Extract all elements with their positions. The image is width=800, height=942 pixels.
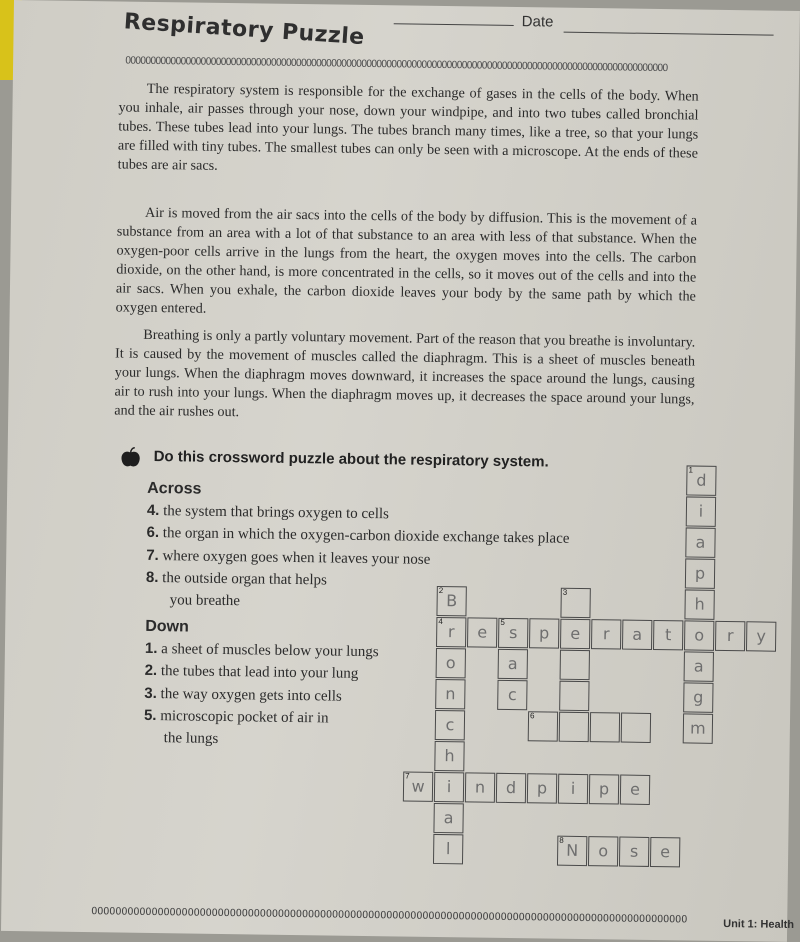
handwritten-letter: r (602, 624, 610, 644)
handwritten-letter: B (446, 591, 458, 611)
handwritten-letter: a (443, 808, 454, 828)
worksheet-page (1, 0, 800, 942)
crossword-cell[interactable] (436, 617, 466, 647)
date-label: Date (521, 13, 554, 31)
crossword-cell[interactable] (433, 803, 463, 833)
handwritten-letter: N (566, 840, 579, 860)
handwritten-letter: i (698, 501, 704, 521)
crossword-cell[interactable] (653, 620, 683, 650)
crossword-cell[interactable] (620, 775, 650, 805)
handwritten-letter: d (696, 470, 707, 490)
handwritten-letter: d (505, 777, 517, 798)
crossword-cell[interactable] (590, 712, 620, 742)
clue-number: 1 (688, 465, 694, 475)
crossword-cell[interactable] (622, 620, 652, 650)
clue-number: 2 (438, 585, 444, 596)
page-title: Respiratory Puzzle (123, 9, 366, 51)
puzzle-instruction: Do this crossword puzzle about the respiratory system. (153, 447, 549, 471)
crossword-cell[interactable] (434, 772, 464, 802)
crossword-cell[interactable] (498, 649, 528, 679)
crossword-cell[interactable] (403, 772, 433, 802)
clue-number: 6 (529, 711, 535, 721)
crossword-cell[interactable] (685, 527, 715, 557)
clue-number: 5 (500, 617, 505, 627)
name-line (394, 23, 514, 26)
crossword-cell[interactable] (529, 618, 559, 648)
handwritten-letter: p (694, 563, 706, 583)
handwritten-letter: y (756, 626, 767, 646)
crossword-cell[interactable] (558, 774, 588, 804)
decorative-chain-border: OOOOOOOOOOOOOOOOOOOOOOOOOOOOOOOOOOOOOOOOOOOOOOOOOOOOOOOOOOOOOOOOOOOOOOOOOOOOOOOOOOOOOOOOOOOOOOOOOOOOOOOOOOOO (125, 55, 668, 75)
crossword-cell[interactable] (589, 774, 619, 804)
decorative-chain-border-bottom: OOOOOOOOOOOOOOOOOOOOOOOOOOOOOOOOOOOOOOOOOOOOOOOOOOOOOOOOOOOOOOOOOOOOOOOOOOOOOOOOOOOOOOOOOOOOOOOOOOO (91, 906, 688, 926)
crossword-cell[interactable] (467, 617, 497, 647)
paragraph-3: Breathing is only a partly voluntary movement. Part of the reason that you breathe is involuntary. It is caused by the movement of muscles called the diaphragm. This is a sheet of muscles beneath your lungs. When the diaphragm moves downward, it increases the space around the lungs, causing air to rush into your lungs. When the diaphragm moves up, it decreases the space around your lungs, and the air rushes out. (114, 326, 696, 421)
crossword-cell[interactable] (434, 741, 464, 771)
clue-number: 8 (559, 835, 564, 845)
handwritten-letter: a (695, 532, 706, 552)
crossword-cell[interactable] (746, 621, 776, 651)
crossword-cell[interactable] (559, 712, 589, 742)
crossword-cell[interactable] (560, 619, 590, 649)
apple-icon (119, 447, 141, 469)
handwritten-letter: s (629, 841, 639, 861)
crossword-cell[interactable] (686, 496, 716, 526)
down-heading: Down (145, 617, 189, 636)
handwritten-letter: r (726, 626, 734, 646)
down-clues (144, 616, 380, 752)
crossword-cell[interactable] (686, 465, 716, 495)
crossword-cell[interactable] (559, 681, 589, 711)
crossword-cell[interactable] (436, 648, 466, 678)
crossword-cell[interactable] (496, 773, 526, 803)
crossword-cell[interactable] (621, 713, 651, 743)
handwritten-letter: p (536, 778, 548, 798)
handwritten-letter: i (446, 777, 452, 797)
handwritten-letter: t (664, 625, 672, 645)
handwritten-letter: c (507, 684, 517, 705)
across-clues (145, 478, 570, 617)
crossword-cell[interactable] (683, 713, 713, 743)
across-clue: 7. where oxygen goes when it leaves your nose (146, 546, 431, 568)
handwritten-letter: n (445, 684, 456, 704)
crossword-cell[interactable] (528, 711, 558, 741)
handwritten-letter: o (694, 625, 705, 645)
crossword-cell[interactable] (560, 650, 590, 680)
crossword-cell[interactable] (435, 710, 465, 740)
across-clue: 4. the system that brings oxygen to cells (146, 501, 390, 522)
handwritten-letter: c (445, 715, 455, 735)
crossword-cell[interactable] (588, 836, 618, 866)
crossword-cell[interactable] (591, 619, 621, 649)
down-clue: 1. a sheet of muscles below your lungs (144, 639, 379, 660)
handwritten-letter: g (693, 687, 704, 707)
crossword-cell[interactable] (498, 618, 528, 648)
crossword-cell[interactable] (650, 837, 680, 867)
across-heading: Across (147, 479, 202, 498)
handwritten-letter: a (632, 624, 643, 644)
crossword-cell[interactable] (715, 621, 745, 651)
crossword-cell[interactable] (684, 589, 714, 619)
handwritten-letter: e (660, 842, 671, 862)
clue-number: 4 (438, 616, 443, 627)
crossword-cell[interactable] (433, 834, 463, 864)
down-clue: 2. the tubes that lead into your lung (144, 661, 359, 682)
handwritten-letter: n (474, 777, 486, 797)
handwritten-letter: a (693, 656, 704, 676)
handwritten-letter: h (444, 746, 455, 766)
handwritten-letter: h (694, 594, 705, 614)
crossword-cell[interactable] (435, 679, 465, 709)
handwritten-letter: e (629, 779, 641, 799)
across-clue-continued: you breathe (169, 591, 241, 609)
paragraph-2: Air is moved from the air sacs into the cells of the body by diffusion. This is the movement of a substance from an area with a lot of that substance to an area with less of that substance. When the oxygen-poor cells arrive in the lungs from the heart, the oxygen moves into the cells. The carbon dioxide, on the other hand, is more concentrated in the cells, so it moves out of the cells and into the air sacs. When you exhale, the carbon dioxide leaves your body by the same path by which the oxygen entered. (115, 204, 698, 317)
handwritten-letter: a (507, 653, 518, 674)
crossword-cell[interactable] (465, 772, 495, 802)
footer-unit: Unit 1: Health (723, 917, 795, 931)
across-clue: 8. the outside organ that helps (145, 568, 328, 589)
crossword-cell[interactable] (497, 680, 527, 710)
crossword-cell[interactable] (619, 837, 649, 867)
down-clue: 3. the way oxygen gets into cells (144, 684, 342, 705)
handwritten-letter: e (570, 623, 581, 643)
handwritten-letter: o (445, 653, 456, 673)
handwritten-letter: p (598, 779, 610, 799)
crossword-cell[interactable] (560, 588, 590, 618)
crossword-cell[interactable] (557, 836, 587, 866)
handwritten-letter: e (477, 622, 488, 642)
date-line (564, 32, 774, 36)
handwritten-letter: o (598, 841, 609, 861)
handwritten-letter: m (689, 718, 706, 738)
crossword-cell[interactable] (684, 620, 714, 650)
clue-number: 3 (562, 587, 568, 597)
handwritten-letter: r (447, 622, 455, 642)
crossword-cell[interactable] (685, 558, 715, 588)
down-clue: 5. microscopic pocket of air in (143, 706, 329, 727)
down-clue-continued: the lungs (163, 729, 219, 747)
clue-number: 7 (405, 771, 410, 781)
crossword-cell[interactable] (527, 773, 557, 803)
crossword-cell[interactable] (436, 586, 466, 616)
handwritten-letter: i (570, 778, 576, 798)
handwritten-letter: l (445, 839, 451, 859)
handwritten-letter: w (411, 776, 425, 796)
across-clue: 6. the organ in which the oxygen-carbon dioxide exchange takes place (146, 523, 570, 547)
paragraph-1: The respiratory system is responsible for the exchange of gases in the cells of the body. When you inhale, air passes through your nose, down your windpipe, and into two tubes called bronchial tubes. These tubes lead into your lungs. The tubes branch many times, like a tree, so that your lungs are filled with tiny tubes. The smallest tubes can only be seen with a microscope. At the ends of these tubes are air sacs. (117, 80, 699, 174)
crossword-cell[interactable] (684, 651, 714, 681)
handwritten-letter: s (508, 622, 518, 643)
handwritten-letter: p (539, 623, 550, 643)
crossword-cell[interactable] (683, 682, 713, 712)
